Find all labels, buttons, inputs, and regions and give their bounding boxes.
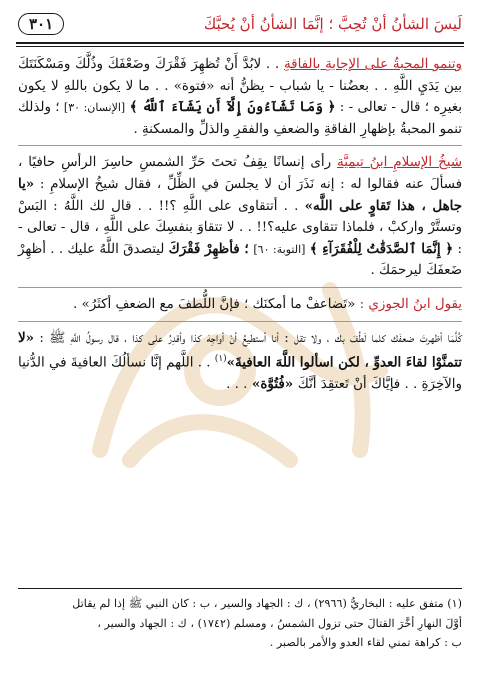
page-body bbox=[18, 54, 462, 401]
paragraph-2-text-a: رأى إنسانًا يقِفُ تحتَ حَرِّ الشمسِ حاسِرَ الرأسِ حافيًا ، فسألَ عنه فقالوا له : إنه نَذَرَ أن لا يجلسَ في الظِّلِّ ، فقال شيخُ الإسلامِ : bbox=[18, 155, 462, 192]
quran-reference-insan: [الإنسان: ٣٠] bbox=[63, 101, 126, 115]
quran-verse-insan: ﴿ وَمَا تَشَآءُونَ إِلَّآ أَن يَشَآءَ ٱللَّهُ ﴾ bbox=[129, 99, 336, 116]
paragraph-3-text: «تَضاعفْ ما أمكنَك ؛ فإنَّ اللُّطفَ مع الضعفِ أكثَرُ» . bbox=[73, 296, 360, 312]
paragraph-1 bbox=[18, 54, 462, 140]
footnote-marker[interactable]: (١) bbox=[214, 354, 227, 365]
footnote-1-line-2: أوَّلَ النهارِ أخَّرَ القتالَ حتى تزول الشمسُ ، ومسلم (١٧٤٢) ، ك : الجهاد والسير ، bbox=[97, 616, 462, 630]
paragraph-2-text-b: . . أتتقاوى على اللَّهِ ؟!! . . قال لك اللَّهُ : البَسْ وتستَّرْ واركبْ ، فلماذا تتقاوى عليه؟!! . . لا تتقاوَ بنفسِكَ على اللَّهِ ، قال - تعالى - : bbox=[18, 198, 462, 257]
paragraph-4 bbox=[18, 328, 462, 396]
paragraph-2-text-c: ليتصدقَ اللَّهُ عليك . . أظهِرْ ضَعفَكَ ليرحمَكَ . bbox=[18, 241, 462, 279]
section-heading-ibn-taymiyyah: شيخُ الإسلامِ ابنُ تيميَّة bbox=[337, 155, 463, 171]
header-rule bbox=[16, 42, 464, 44]
footnote-1-line-1: (١) متفق عليه : البخاريُّ (٢٩٦٦) ، ك : الجهاد والسير ، ب : كان النبي ﷺ إذا لم يقاتل bbox=[72, 597, 462, 610]
quote-ibn-taymiyyah: «يا جاهل ، هذا تَقاوٍ على اللَّه» bbox=[18, 175, 462, 214]
paragraph-4-text-b: . . اللَّهم إنَّا نسألُكَ العافيةَ في الدُّنيا والآخِرَةِ . . فإيَّاكَ أنْ تَعتقِدَ أنَّكَ bbox=[18, 355, 462, 393]
footnote-rule bbox=[18, 588, 462, 589]
paragraph-3 bbox=[18, 294, 462, 316]
quran-verse-tawbah: ﴿ إِنَّمَا ٱلصَّدَقَٰتُ لِلْفُقَرَآءِ ﴾ bbox=[309, 240, 454, 257]
header-rule-thin bbox=[16, 46, 464, 47]
futuwwa-word: «فُتُوَّة» bbox=[247, 376, 298, 393]
paragraph-4-text-a: كُلَّمَا أظهرتَ ضعفَك كلما لَطُفَ بك ، ولا تقل : أنا أستطيعُ أنْ أواجِهَ كذا وأقدِرُ على كذا ، قال رسولُ اللَّهِ ﷺ : bbox=[34, 330, 462, 346]
page-header bbox=[18, 6, 462, 42]
hadith-quote: «لا تتمنَّوْا لقاءَ العدوِّ ، لكن اسألوا اللَّهَ العافيةَ» bbox=[18, 329, 463, 371]
separator-1 bbox=[18, 145, 462, 146]
section-heading-ibn-jawzi: يقول ابنُ الجوزي : bbox=[359, 296, 462, 312]
paragraph-2 bbox=[18, 152, 462, 282]
paragraph-1-text: . . لابُدَّ أَنْ تُظهِرَ فَقْرَكَ وضَعْفَكَ وذُلَّكَ ومَسْكَنَتَكَ بين يَدَيِ اللَّهِ . . بعضُنا - يا شباب - يظنُّ أنه «فتوة» . . ما لا يكون باللهِ لا يكون بغيرِه ؛ قال - تعالى - : bbox=[18, 57, 462, 116]
footnotes bbox=[18, 594, 462, 653]
separator-3 bbox=[18, 321, 462, 322]
paragraph-4-end: . . . bbox=[226, 377, 248, 393]
page-number: ٣٠١ bbox=[18, 13, 64, 35]
running-title: لَيسَ الشأنُ أنْ تُحِبَّ ؛ إنَّمَا الشأنُ أنْ يُحبَّكَ bbox=[203, 15, 462, 33]
show-poverty-phrase: ؛ فأظهِرْ فَقْرَكَ bbox=[168, 240, 254, 257]
quran-reference-tawbah: [التوبة: ٦٠] bbox=[253, 242, 306, 256]
paragraph-1-tail: ؛ ولذلك تنمو المحبةُ بإظهارِ الفاقةِ والضعفِ والفقرِ والذلِّ والمسكنةِ . bbox=[18, 100, 462, 137]
footnote-1-line-3: ب : كراهة تمني لقاء العدو والأمر بالصبر . bbox=[269, 636, 462, 649]
separator-2 bbox=[18, 287, 462, 288]
section-heading-love-grows: وتنمو المحبةُ على الإجابةِ بالفاقةِ bbox=[283, 57, 462, 72]
